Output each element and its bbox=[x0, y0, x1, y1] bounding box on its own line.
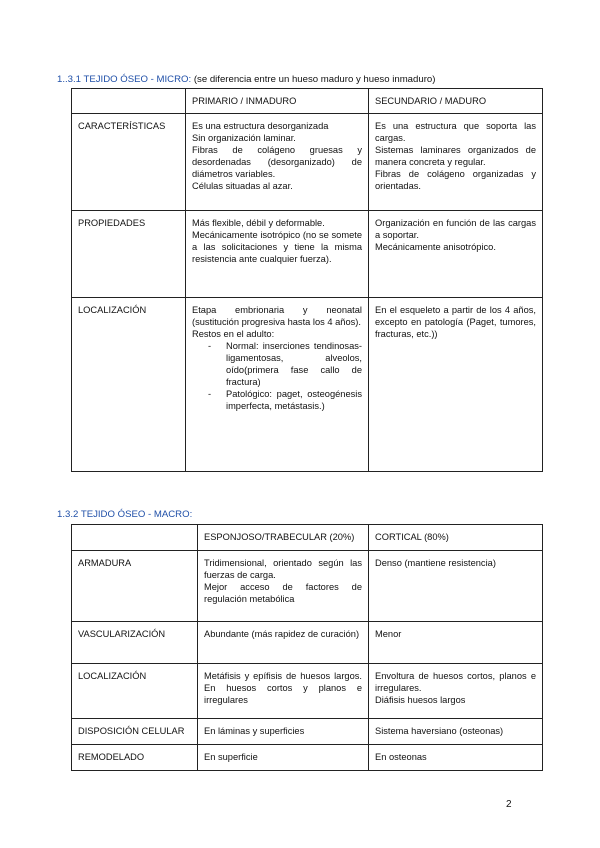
disposicion-cortical: Sistema haversiano (osteonas) bbox=[369, 719, 543, 745]
vascularizacion-esponjoso: Abundante (más rapidez de curación) bbox=[198, 622, 369, 664]
text-line: Envoltura de huesos cortos, planos e irregulares. bbox=[375, 671, 536, 693]
text-line: Sistemas laminares organizados de manera concreta y regular. bbox=[375, 145, 536, 167]
macro-header-cortical: CORTICAL (80%) bbox=[369, 525, 543, 551]
text-line: Células situadas al azar. bbox=[192, 181, 293, 191]
macro-row-localizacion bbox=[72, 664, 543, 719]
list-item-text: Normal: inserciones tendinosas-ligamentosas, alveolos, oído(primera fase callo de fractura) bbox=[226, 341, 362, 387]
text-line: Mecánicamente isotrópico (no se somete a las solicitaciones y tiene la misma resistencia ante cualquier fuerza). bbox=[192, 230, 362, 264]
section-1-heading-title: 1..3.1 TEJIDO ÓSEO - MICRO: bbox=[57, 74, 192, 85]
text-line: Etapa embrionaria y neonatal (sustitución progresiva hasta los 4 años). bbox=[192, 305, 362, 327]
text-line: Mecánicamente anisotrópico. bbox=[375, 242, 496, 252]
propiedades-primario bbox=[186, 211, 369, 298]
row-label: LOCALIZACIÓN bbox=[72, 664, 198, 719]
macro-row-armadura bbox=[72, 551, 543, 622]
section-1-heading bbox=[57, 74, 435, 86]
localizacion-primario bbox=[186, 298, 369, 472]
row-label: REMODELADO bbox=[72, 745, 198, 771]
list-item bbox=[192, 388, 362, 412]
macro-row-disposicion bbox=[72, 719, 543, 745]
text-line: Sin organización laminar. bbox=[192, 133, 296, 143]
restos-list bbox=[192, 340, 362, 412]
text-line: Mejor acceso de factores de regulación metabólica bbox=[204, 582, 362, 604]
micro-row-caracteristicas bbox=[72, 114, 543, 211]
remodelado-esponjoso: En superficie bbox=[198, 745, 369, 771]
micro-row-localizacion bbox=[72, 298, 543, 472]
row-label: PROPIEDADES bbox=[72, 211, 186, 298]
remodelado-cortical: En osteonas bbox=[369, 745, 543, 771]
propiedades-secundario bbox=[369, 211, 543, 298]
dash-bullet: - bbox=[208, 389, 212, 399]
localizacion-cortical bbox=[369, 664, 543, 719]
macro-header-esponjoso: ESPONJOSO/TRABECULAR (20%) bbox=[198, 525, 369, 551]
dash-bullet: - bbox=[208, 341, 212, 351]
row-label: CARACTERÍSTICAS bbox=[72, 114, 186, 211]
text-line: Diáfisis huesos largos bbox=[375, 695, 466, 705]
text-line: Es una estructura desorganizada bbox=[192, 121, 329, 131]
section-2-heading bbox=[57, 509, 192, 521]
disposicion-esponjoso: En láminas y superficies bbox=[198, 719, 369, 745]
section-2-heading-title: 1.3.2 TEJIDO ÓSEO - MACRO: bbox=[57, 509, 193, 520]
page-number: 2 bbox=[506, 799, 512, 810]
macro-header-row bbox=[72, 525, 543, 551]
micro-header-secundario: SECUNDARIO / MADURO bbox=[369, 89, 543, 114]
armadura-esponjoso bbox=[198, 551, 369, 622]
caracteristicas-primario bbox=[186, 114, 369, 211]
micro-header-primario: PRIMARIO / INMADURO bbox=[186, 89, 369, 114]
list-item bbox=[192, 340, 362, 388]
macro-row-vascularizacion bbox=[72, 622, 543, 664]
micro-row-propiedades bbox=[72, 211, 543, 298]
micro-header-row bbox=[72, 89, 543, 114]
caracteristicas-secundario bbox=[369, 114, 543, 211]
text-line: Restos en el adulto: bbox=[192, 329, 275, 339]
text-line: Más flexible, débil y deformable. bbox=[192, 218, 325, 228]
text-line: Fibras de colágeno gruesas y desordenadas (desorganizado) de diámetros variables. bbox=[192, 145, 362, 179]
localizacion-esponjoso: Metáfisis y epífisis de huesos largos. En huesos cortos y planos e irregulares bbox=[198, 664, 369, 719]
armadura-cortical: Denso (mantiene resistencia) bbox=[369, 551, 543, 622]
text-line: En el esqueleto a partir de los 4 años, excepto en patología (Paget, tumores, fracturas, etc.)) bbox=[375, 305, 536, 339]
row-label: ARMADURA bbox=[72, 551, 198, 622]
localizacion-secundario bbox=[369, 298, 543, 472]
macro-table bbox=[71, 524, 543, 771]
text-line: Es una estructura que soporta las cargas. bbox=[375, 121, 536, 143]
section-1-heading-note: (se diferencia entre un hueso maduro y hueso inmaduro) bbox=[191, 74, 436, 85]
row-label: VASCULARIZACIÓN bbox=[72, 622, 198, 664]
list-item-text: Patológico: paget, osteogénesis imperfecta, metástasis.) bbox=[226, 389, 362, 411]
micro-header-blank bbox=[72, 89, 186, 114]
row-label: LOCALIZACIÓN bbox=[72, 298, 186, 472]
text-line: Organización en función de las cargas a soportar. bbox=[375, 218, 536, 240]
row-label: DISPOSICIÓN CELULAR bbox=[72, 719, 198, 745]
macro-header-blank bbox=[72, 525, 198, 551]
text-line: Fibras de colágeno organizadas y orientadas. bbox=[375, 169, 536, 191]
vascularizacion-cortical: Menor bbox=[369, 622, 543, 664]
micro-table bbox=[71, 88, 543, 472]
text-line: Tridimensional, orientado según las fuerzas de carga. bbox=[204, 558, 362, 580]
macro-row-remodelado bbox=[72, 745, 543, 771]
